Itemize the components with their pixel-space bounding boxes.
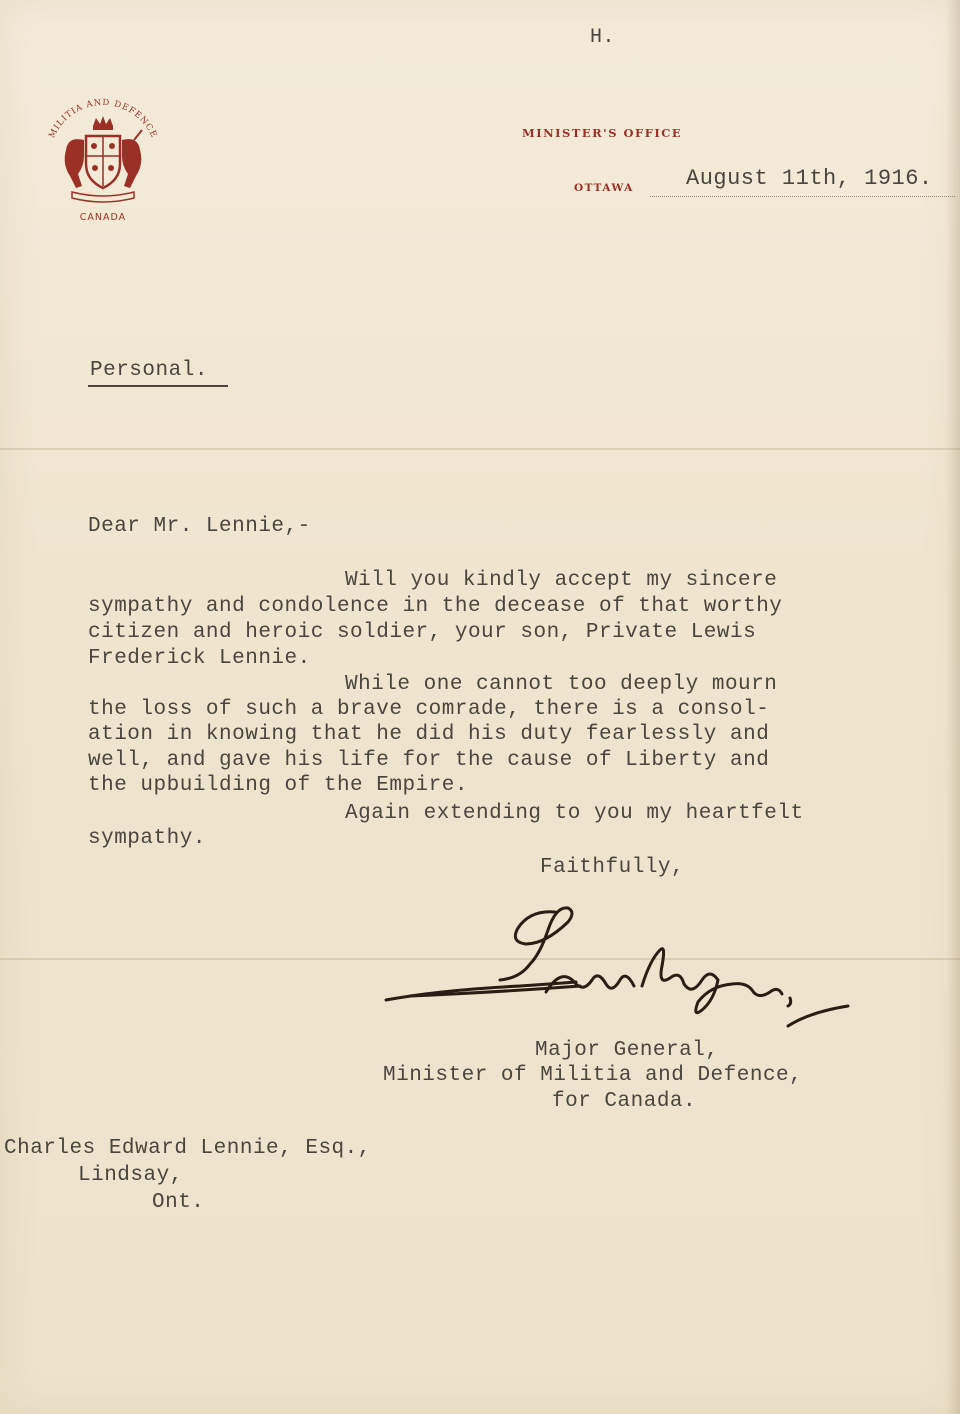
recipient-town: Lindsay, xyxy=(78,1164,183,1187)
paragraph-line: sympathy. xyxy=(88,827,206,850)
paragraph-line: sympathy and condolence in the decease of that worthy xyxy=(88,595,783,618)
paragraph-line: well, and gave his life for the cause of Liberty and xyxy=(88,749,770,772)
signer-title: Minister of Militia and Defence, xyxy=(383,1064,803,1087)
salutation: Dear Mr. Lennie,- xyxy=(88,515,311,538)
paragraph-line: the upbuilding of the Empire. xyxy=(88,774,468,797)
handwritten-signature xyxy=(380,900,860,1040)
city-label: OTTAWA xyxy=(574,182,634,194)
militia-crest-logo xyxy=(38,96,168,226)
closing: Faithfully, xyxy=(540,856,685,879)
date-dotted-line xyxy=(650,196,955,197)
paragraph-line: the loss of such a brave comrade, there is a consol- xyxy=(88,698,770,721)
paper-edge xyxy=(946,0,960,1414)
paragraph-line: Will you kindly accept my sincere xyxy=(345,569,778,592)
signer-country: for Canada. xyxy=(552,1090,697,1113)
personal-heading: Personal. xyxy=(90,359,208,382)
recipient-name: Charles Edward Lennie, Esq., xyxy=(4,1137,371,1160)
heading-underline xyxy=(88,385,228,387)
paragraph-line: While one cannot too deeply mourn xyxy=(345,673,778,696)
signer-rank: Major General, xyxy=(535,1039,719,1062)
paragraph-line: Frederick Lennie. xyxy=(88,647,311,670)
paragraph-line: citizen and heroic soldier, your son, Private Lewis xyxy=(88,621,757,644)
crest-country: CANADA xyxy=(79,212,127,223)
crest-arc-text: MILITIA AND DEFENCE xyxy=(47,97,159,140)
fold-line xyxy=(0,448,960,450)
paragraph-line: Again extending to you my heartfelt xyxy=(345,802,804,825)
paragraph-line: ation in knowing that he did his duty fearlessly and xyxy=(88,723,770,746)
letter-date: August 11th, 1916. xyxy=(686,166,933,191)
recipient-province: Ont. xyxy=(152,1191,205,1214)
ministers-office: MINISTER'S OFFICE xyxy=(522,126,683,140)
page-mark: H. xyxy=(590,26,616,49)
